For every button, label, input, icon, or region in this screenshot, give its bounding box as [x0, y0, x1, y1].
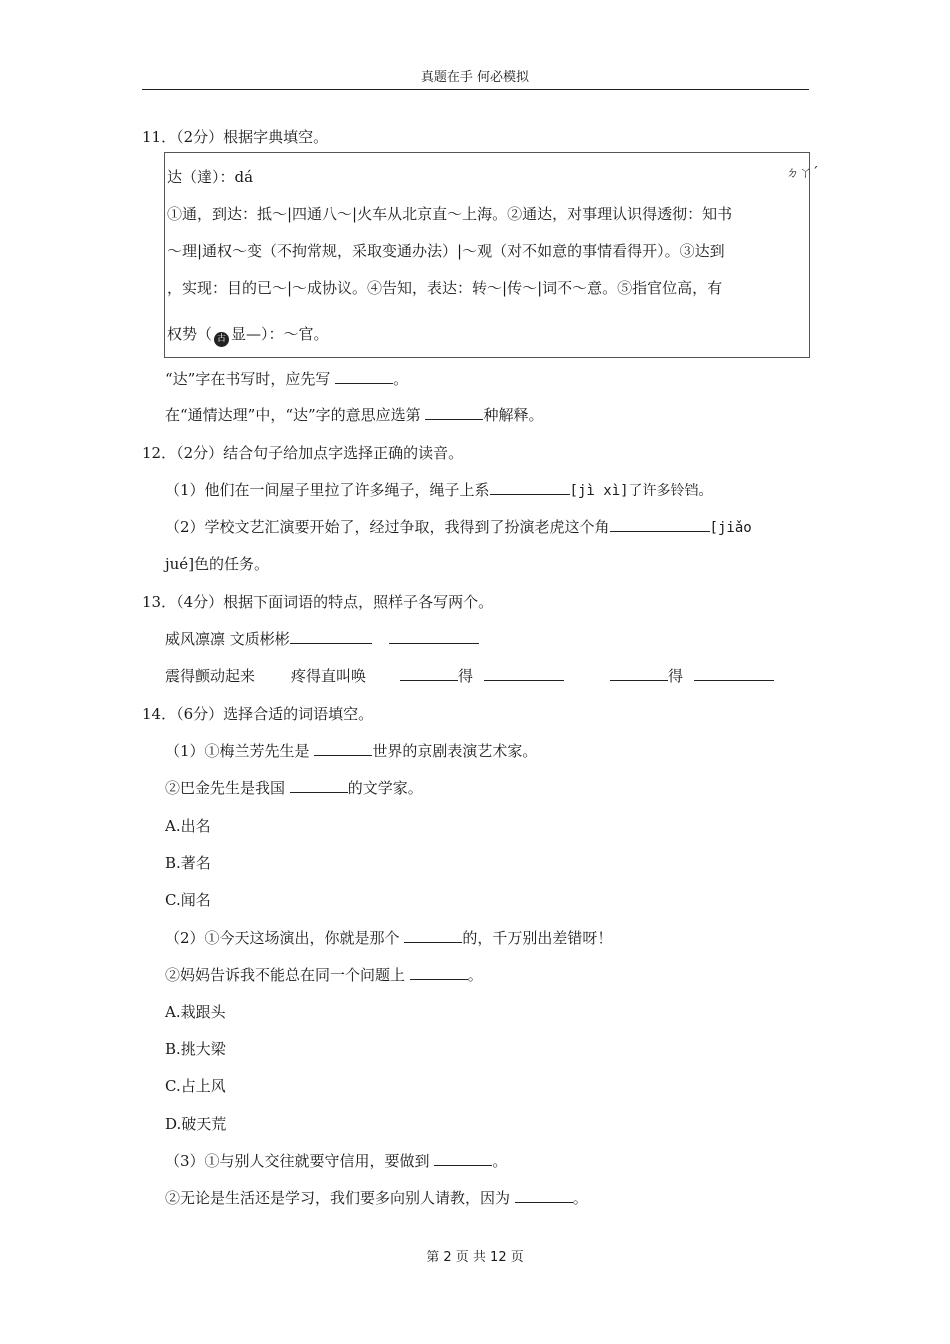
header-rule [142, 89, 809, 90]
dict-zhuyin: ㄉㄚˊ [786, 166, 819, 181]
q12-line-2 [165, 516, 752, 537]
q14-p5-end: 。 [492, 1152, 508, 1170]
answer-blank[interactable] [434, 1151, 492, 1166]
q14-p5-text: （3）①与别人交往就要守信用，要做到 [165, 1152, 430, 1170]
q11-sub-2-text: 在“通情达理”中，“达”字的意思应选第 [165, 406, 421, 424]
q11-sub-2 [165, 404, 543, 425]
option-b-1: B.著名 [165, 854, 211, 872]
q14-p6-text: ②无论是生活还是学习，我们要多向别人请教，因为 [165, 1189, 511, 1207]
answer-blank[interactable] [335, 369, 393, 384]
page-header: 真题在手 何必模拟 [420, 70, 530, 85]
option-a-1: A.出名 [165, 817, 211, 835]
q12-line-2-pinyin: [jiǎo [709, 520, 752, 536]
q13-example-2: 震得颤动起来 [165, 667, 256, 685]
q12-line-1 [165, 479, 713, 500]
answer-blank[interactable] [410, 965, 468, 980]
q14-p1-end: 世界的京剧表演艺术家。 [372, 742, 538, 760]
q12-line-1-pinyin: [jì xì]了许多铃铛。 [569, 483, 713, 499]
q14-p2 [165, 777, 423, 798]
answer-blank[interactable] [490, 480, 570, 495]
answer-blank[interactable] [515, 1188, 573, 1203]
answer-blank[interactable] [610, 517, 710, 532]
q14-p3-end: 的，千万别出差错呀！ [462, 929, 613, 947]
answer-blank[interactable] [290, 778, 348, 793]
dict-line-4a: 权势（ [167, 325, 213, 343]
dict-line-4 [167, 323, 329, 347]
q11-sub-1-end: 。 [393, 370, 409, 388]
de-char: 得 [668, 667, 684, 685]
q14-p4-text: ②妈妈告诉我不能总在同一个问题上 [165, 966, 406, 984]
q11-sub-2-end: 种解释。 [483, 406, 544, 424]
q14-p4-end: 。 [467, 966, 483, 984]
dict-line-1: ①通，到达：抵～|四通八～|火车从北京直～上海。②通达，对事理认识得透彻：知书 [167, 205, 733, 223]
q13-example-words: 威风凛凛 文质彬彬 [165, 630, 290, 648]
answer-blank[interactable] [404, 928, 462, 943]
dict-headword: 达（達）：dá [167, 168, 254, 186]
option-d-2: D.破天荒 [165, 1115, 227, 1133]
q13-title: 13．（4分）根据下面词语的特点，照样子各写两个。 [142, 593, 494, 611]
answer-blank[interactable] [400, 666, 458, 681]
dict-line-4b: 显—）：～官。 [231, 325, 329, 343]
q11-sub-1 [165, 368, 408, 389]
q13-blank-group-2 [610, 665, 774, 686]
q11-title: 11．（2分）根据字典填空。 [142, 128, 329, 146]
q13-example-3: 疼得直叫唤 [291, 667, 367, 685]
q14-p5 [165, 1150, 507, 1171]
q12-line-2-text: （2）学校文艺汇演要开始了，经过争取，我得到了扮演老虎这个角 [165, 518, 610, 536]
q13-blank-group-1 [400, 665, 564, 686]
q14-p3-text: （2）①今天这场演出，你就是那个 [165, 929, 400, 947]
ancient-glyph-icon: 古 [214, 332, 229, 347]
q14-p4 [165, 964, 483, 985]
q13-example-1 [165, 628, 479, 649]
option-c-1: C.闻名 [165, 891, 211, 909]
answer-blank[interactable] [610, 666, 668, 681]
q12-title: 12．（2分）结合句子给加点字选择正确的读音。 [142, 444, 464, 462]
answer-blank[interactable] [314, 741, 372, 756]
q14-p3 [165, 927, 612, 948]
q14-p2-text: ②巴金先生是我国 [165, 779, 286, 797]
q14-title: 14．（6分）选择合适的词语填空。 [142, 705, 374, 723]
q14-p1 [165, 740, 537, 761]
q14-p2-end: 的文学家。 [347, 779, 423, 797]
dict-line-3: ，实现：目的已～|～成协议。④告知，表达：转～|传～|词不～意。⑤指官位高，有 [167, 279, 723, 297]
dict-line-2: ～理|通权～变（不拘常规，采取变通办法）|～观（对不如意的事情看得开）。③达到 [167, 242, 725, 260]
q12-line-1-text: （1）他们在一间屋子里拉了许多绳子，绳子上系 [165, 481, 490, 499]
answer-blank[interactable] [389, 629, 479, 644]
answer-blank[interactable] [484, 666, 564, 681]
answer-blank[interactable] [694, 666, 774, 681]
option-a-2: A.栽跟头 [165, 1003, 226, 1021]
q12-line-3: jué]色的任务。 [165, 555, 270, 573]
q11-sub-1-text: “达”字在书写时，应先写 [165, 370, 331, 388]
q14-p6 [165, 1187, 588, 1208]
answer-blank[interactable] [290, 629, 372, 644]
q14-p1-text: （1）①梅兰芳先生是 [165, 742, 310, 760]
q14-p6-end: 。 [572, 1189, 588, 1207]
page-footer: 第 2 页 共 12 页 [426, 1250, 524, 1265]
answer-blank[interactable] [425, 405, 483, 420]
option-b-2: B.挑大梁 [165, 1040, 226, 1058]
option-c-2: C.占上风 [165, 1077, 226, 1095]
de-char: 得 [458, 667, 474, 685]
